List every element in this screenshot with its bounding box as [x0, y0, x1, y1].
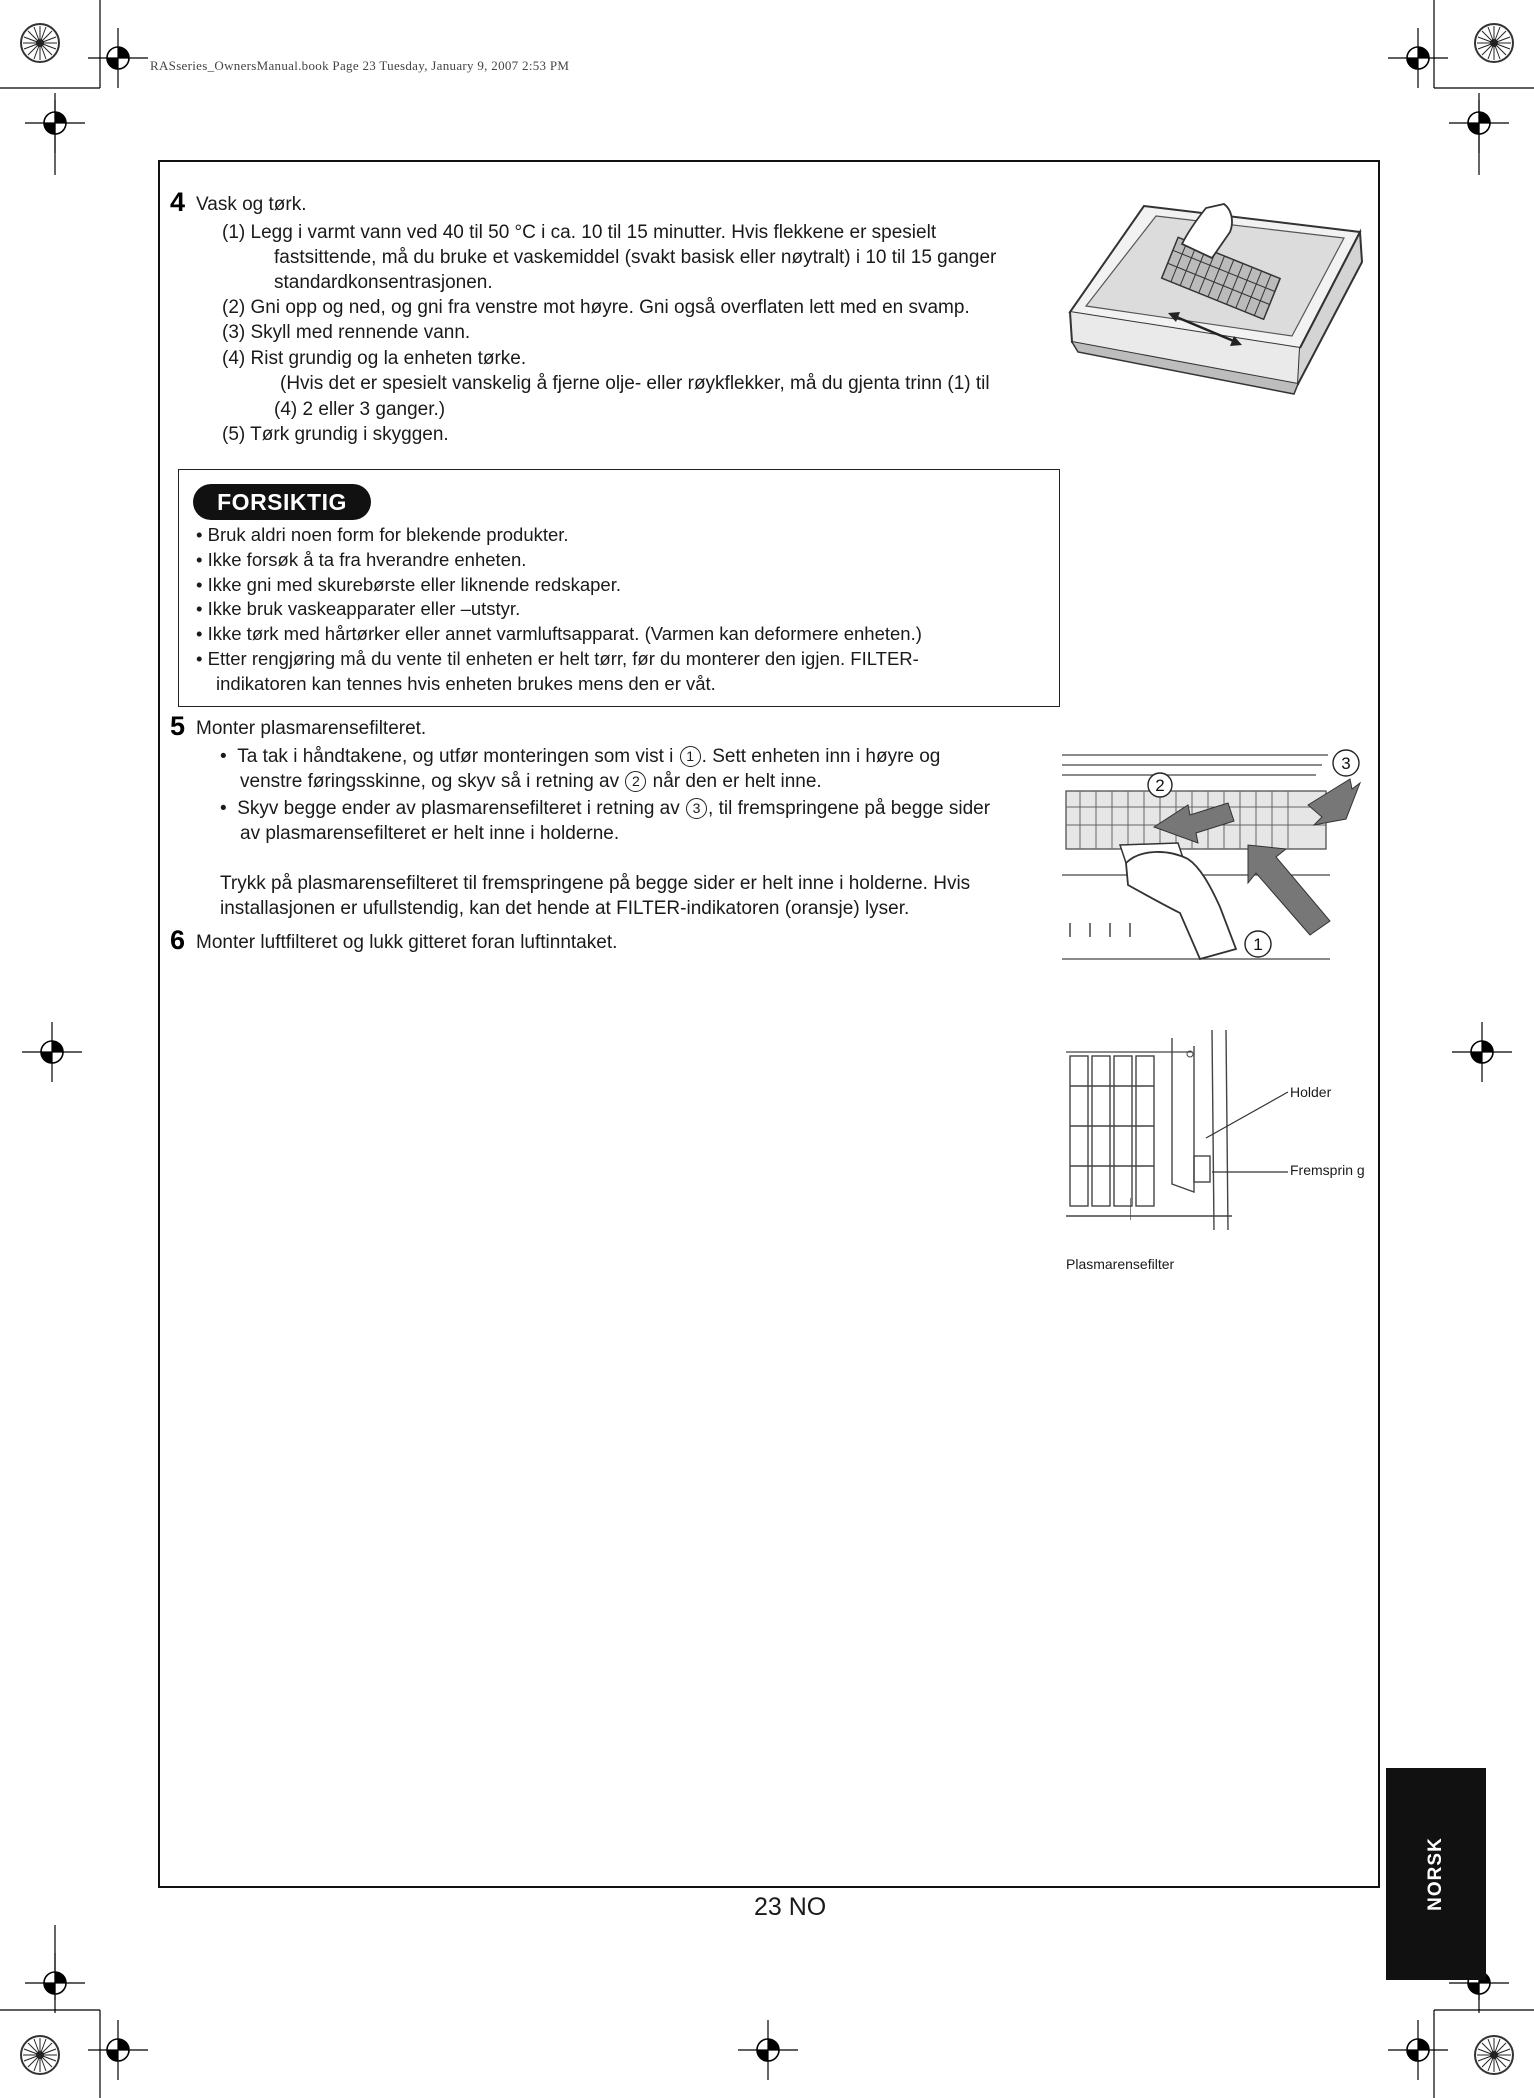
step-4-number: 4: [170, 187, 186, 217]
step-4-title: Vask og tørk.: [196, 194, 307, 215]
caution-item-1: • Bruk aldri noen form for blekende produkter.: [196, 524, 569, 545]
step-5-bullet-2-text-a: Skyv begge ender av plasmarensefilteret i retning av: [237, 798, 680, 819]
caution-item-2: • Ikke forsøk å ta fra hverandre enheten.: [196, 549, 527, 570]
step-5-bullet-1-text-a: Ta tak i håndtakene, og utfør monteringen som vist i: [237, 746, 674, 767]
label-holder: Holder: [1290, 1084, 1332, 1100]
step-5-bullet-1-text-c: venstre føringsskinne, og skyv så i retning av: [240, 771, 620, 792]
language-tab-label: NORSK: [1425, 1837, 1446, 1911]
step-5-bullet-2-line-1: • Skyv begge ender av plasmarensefilteret i retning av 3 , til fremspringene på begge sider: [220, 798, 991, 819]
step-4-line-9: (5) Tørk grundig i skyggen.: [222, 424, 449, 445]
step-4-line-6: (4) Rist grundig og la enheten tørke.: [222, 348, 527, 369]
washing-tub-illustration: [1064, 192, 1374, 440]
step-5-bullet-2-text-b: , til fremspringene på begge sider: [708, 798, 991, 819]
filter-insertion-illustration: [1060, 745, 1370, 1007]
label-protrusion: Fremsprin g: [1290, 1162, 1365, 1178]
caution-item-5: • Ikke tørk med hårtørker eller annet varmluftsapparat. (Varmen kan deformere enheten.): [196, 623, 922, 644]
detail-leader-lines: [1130, 1080, 1290, 1230]
step-4-line-7: (Hvis det er spesielt vanskelig å fjerne olje- eller røykflekker, må du gjenta trinn (1) til: [280, 373, 990, 394]
caution-item-6: • Etter rengjøring må du vente til enheten er helt tørr, før du monterer den igjen. FILTER-: [196, 648, 919, 669]
circled-number-2: 2: [625, 771, 646, 792]
step-5-bullet-2-line-2: av plasmarensefilteret er helt inne i holderne.: [240, 823, 620, 844]
marker-1: 1: [1253, 935, 1263, 954]
caution-item-7: indikatoren kan tennes hvis enheten brukes mens den er våt.: [216, 673, 716, 694]
caution-badge: FORSIKTIG: [193, 484, 371, 520]
marker-2: 2: [1155, 776, 1165, 795]
step-5-bullet-1-line-1: • Ta tak i håndtakene, og utfør monteringen som vist i 1 . Sett enheten inn i høyre og: [220, 746, 941, 767]
marker-3: 3: [1341, 754, 1351, 773]
step-6-title: Monter luftfilteret og lukk gitteret foran luftinntaket.: [196, 932, 618, 953]
step-4-line-4: (2) Gni opp og ned, og gni fra venstre mot høyre. Gni også overflaten lett med en svamp.: [222, 297, 970, 318]
step-4-line-1: (1) Legg i varmt vann ved 40 til 50 °C i ca. 10 til 15 minutter. Hvis flekkene er spesielt: [222, 222, 937, 243]
language-tab: [1386, 1768, 1486, 1980]
step-5-bullet-1-line-2: [240, 769, 822, 794]
step-5-bullet-1-text-b: . Sett enheten inn i høyre og: [701, 746, 941, 767]
circled-number-1: 1: [680, 746, 701, 767]
caution-item-3: • Ikke gni med skurebørste eller liknende redskaper.: [196, 574, 621, 595]
step-5-note-line-1: Trykk på plasmarensefilteret til fremspringene på begge sider er helt inne i holderne. Hvis: [220, 873, 971, 894]
step-4-line-8: (4) 2 eller 3 ganger.): [274, 399, 446, 420]
step-6-number: 6: [170, 925, 186, 955]
circled-number-3: 3: [686, 798, 707, 819]
page-number: 23 NO: [754, 1893, 827, 1921]
file-info-header: RASseries_OwnersManual.book Page 23 Tuesday, January 9, 2007 2:53 PM: [150, 58, 570, 73]
step-5-title: Monter plasmarensefilteret.: [196, 718, 427, 739]
caution-item-4: • Ikke bruk vaskeapparater eller –utstyr.: [196, 598, 521, 619]
label-plasma-filter: Plasmarensefilter: [1066, 1256, 1175, 1272]
step-5-bullet-1-text-d: når den er helt inne.: [652, 771, 822, 792]
step-4-line-2: fastsittende, må du bruke et vaskemiddel (svakt basisk eller nøytralt) i 10 til 15 ganger: [274, 247, 997, 268]
step-5-note-line-2: installasjonen er ufullstendig, kan det hende at FILTER-indikatoren (oransje) lyser.: [220, 898, 910, 919]
step-5-number: 5: [170, 711, 186, 741]
step-4-line-5: (3) Skyll med rennende vann.: [222, 322, 471, 343]
step-4-line-3: standardkonsentrasjonen.: [274, 272, 493, 293]
